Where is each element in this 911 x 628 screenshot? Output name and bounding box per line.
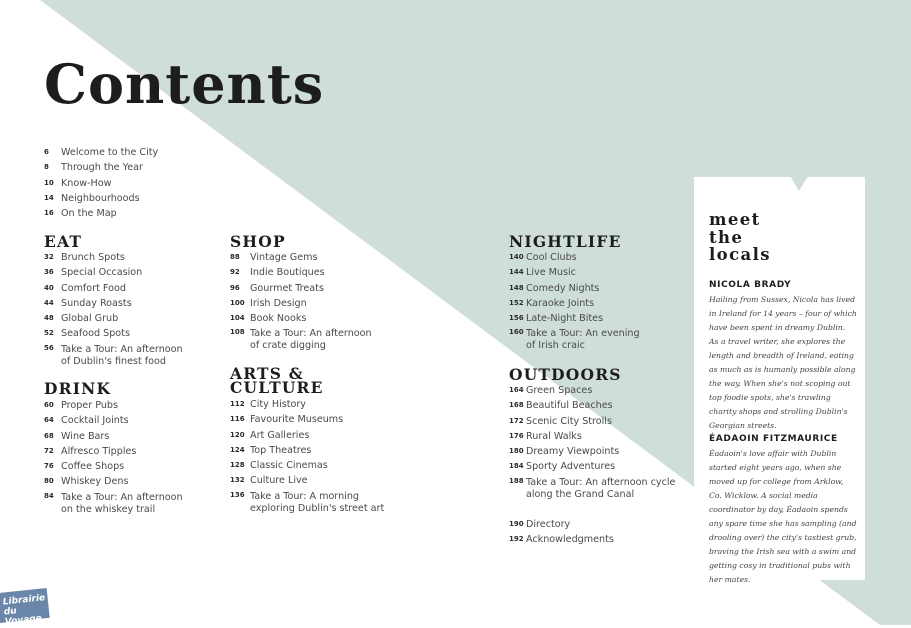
section-heading-drink: DRINK: [44, 379, 112, 398]
list-item[interactable]: 160 Take a Tour: An evening of Irish craic: [509, 328, 640, 352]
meet-the-locals-heading: meet the locals: [709, 210, 771, 264]
list-item[interactable]: 188 Take a Tour: An afternoon cycle along the Grand Canal: [509, 476, 676, 500]
list-item[interactable]: 168 Beautiful Beaches: [509, 400, 613, 412]
list-item[interactable]: 40 Comfort Food: [44, 282, 126, 294]
list-item[interactable]: 108 Take a Tour: An afternoon of crate digging: [230, 328, 372, 352]
author-bio-nicola: Hailing from Sussex, Nicola has lived in Ireland for 14 years – four of which have been spent in dreamy Dublin. As a travel writer, she explores the length and breadth of Ireland, eating as much as is humanly possible along the way. When she's not scoping out top foodie spots, she's trawling charity shops and strolling Dublin's Georgian streets.: [709, 295, 857, 430]
list-item[interactable]: 36 Special Occasion: [44, 267, 143, 279]
shop-list: [230, 250, 372, 354]
list-item[interactable]: 32 Brunch Spots: [44, 252, 125, 263]
list-item[interactable]: 10 Know-How: [44, 177, 112, 189]
list-item[interactable]: 52 Seafood Spots: [44, 328, 130, 340]
list-item[interactable]: 72 Alfresco Tipples: [44, 445, 137, 457]
list-item[interactable]: 16 On the Map: [44, 208, 117, 220]
author-bio-eadaoin: Éadaoin's love affair with Dublin started eight years ago, when she moved up for college from Arklow, Co. Wicklow. A social media coordinator by day, Éadaoin spends any spare time she has sampling (and drooling over) the city's tastiest grub, braving the Irish sea with a swim and getting cosy in traditional pubs with her mates.: [709, 449, 857, 584]
list-item[interactable]: 100 Irish Design: [230, 297, 307, 309]
list-item[interactable]: 112 City History: [230, 399, 306, 410]
section-heading-eat: EAT: [44, 232, 83, 251]
meet-the-locals-panel: [694, 177, 865, 584]
list-item[interactable]: 76 Coffee Shops: [44, 461, 125, 473]
list-item[interactable]: 88 Vintage Gems: [230, 252, 318, 263]
watermark-logo: Librairie du Voyage: [0, 588, 50, 623]
list-item[interactable]: 68 Wine Bars: [44, 430, 110, 442]
list-item[interactable]: 172 Scenic City Strolls: [509, 415, 612, 427]
panel-notch: [790, 176, 808, 191]
nightlife-list: [509, 250, 640, 354]
outdoors-list: [509, 383, 675, 547]
list-item[interactable]: 184 Sporty Adventures: [509, 461, 616, 473]
list-item[interactable]: 136 Take a Tour: A morning exploring Dublin's street art: [230, 490, 385, 514]
section-heading-outdoors: OUTDOORS: [509, 365, 622, 384]
list-item[interactable]: 156 Late-Night Bites: [509, 313, 604, 325]
list-item[interactable]: 92 Indie Boutiques: [230, 267, 325, 279]
list-item[interactable]: 84 Take a Tour: An afternoon on the whiskey trail: [44, 491, 183, 515]
list-item[interactable]: 64 Cocktail Joints: [44, 415, 129, 427]
list-item[interactable]: 96 Gourmet Treats: [230, 282, 324, 294]
list-item[interactable]: 176 Rural Walks: [509, 430, 582, 442]
list-item[interactable]: 56 Take a Tour: An afternoon of Dublin's finest food: [44, 343, 183, 367]
list-item[interactable]: 124 Top Theatres: [230, 444, 312, 456]
intro-list: [44, 145, 158, 221]
list-item[interactable]: 48 Global Grub: [44, 313, 119, 325]
list-item[interactable]: 44 Sunday Roasts: [44, 297, 132, 309]
list-item[interactable]: 128 Classic Cinemas: [230, 460, 328, 472]
list-item[interactable]: 60 Proper Pubs: [44, 400, 118, 411]
list-item[interactable]: 8 Through the Year: [44, 162, 143, 174]
eat-list: [44, 250, 183, 370]
list-item[interactable]: 132 Culture Live: [230, 475, 308, 487]
list-item[interactable]: 192 Acknowledgments: [509, 534, 614, 546]
drink-list: [44, 398, 183, 518]
arts-list: [230, 397, 384, 517]
list-item[interactable]: 6 Welcome to the City: [44, 147, 159, 158]
list-item[interactable]: 120 Art Galleries: [230, 429, 310, 441]
list-item[interactable]: 140 Cool Clubs: [509, 252, 577, 263]
section-heading-shop: SHOP: [230, 232, 286, 251]
list-item[interactable]: 116 Favourite Museums: [230, 414, 344, 426]
list-item[interactable]: 14 Neighbourhoods: [44, 192, 140, 204]
list-item[interactable]: 190 Directory: [509, 518, 571, 530]
section-heading-arts-culture: ARTS & CULTURE: [230, 364, 324, 397]
page-title: Contents: [44, 52, 325, 116]
author-name-nicola: NICOLA BRADY: [709, 280, 792, 290]
list-item[interactable]: 180 Dreamy Viewpoints: [509, 446, 620, 458]
list-item[interactable]: 164 Green Spaces: [509, 385, 593, 396]
list-item[interactable]: 104 Book Nooks: [230, 313, 307, 325]
author-name-eadaoin: ÉADAOIN FITZMAURICE: [709, 434, 838, 444]
list-item[interactable]: 148 Comedy Nights: [509, 282, 600, 294]
section-heading-nightlife: NIGHTLIFE: [509, 232, 622, 251]
list-item[interactable]: 152 Karaoke Joints: [509, 297, 595, 309]
list-item[interactable]: 80 Whiskey Dens: [44, 476, 129, 488]
list-item[interactable]: 144 Live Music: [509, 267, 576, 279]
